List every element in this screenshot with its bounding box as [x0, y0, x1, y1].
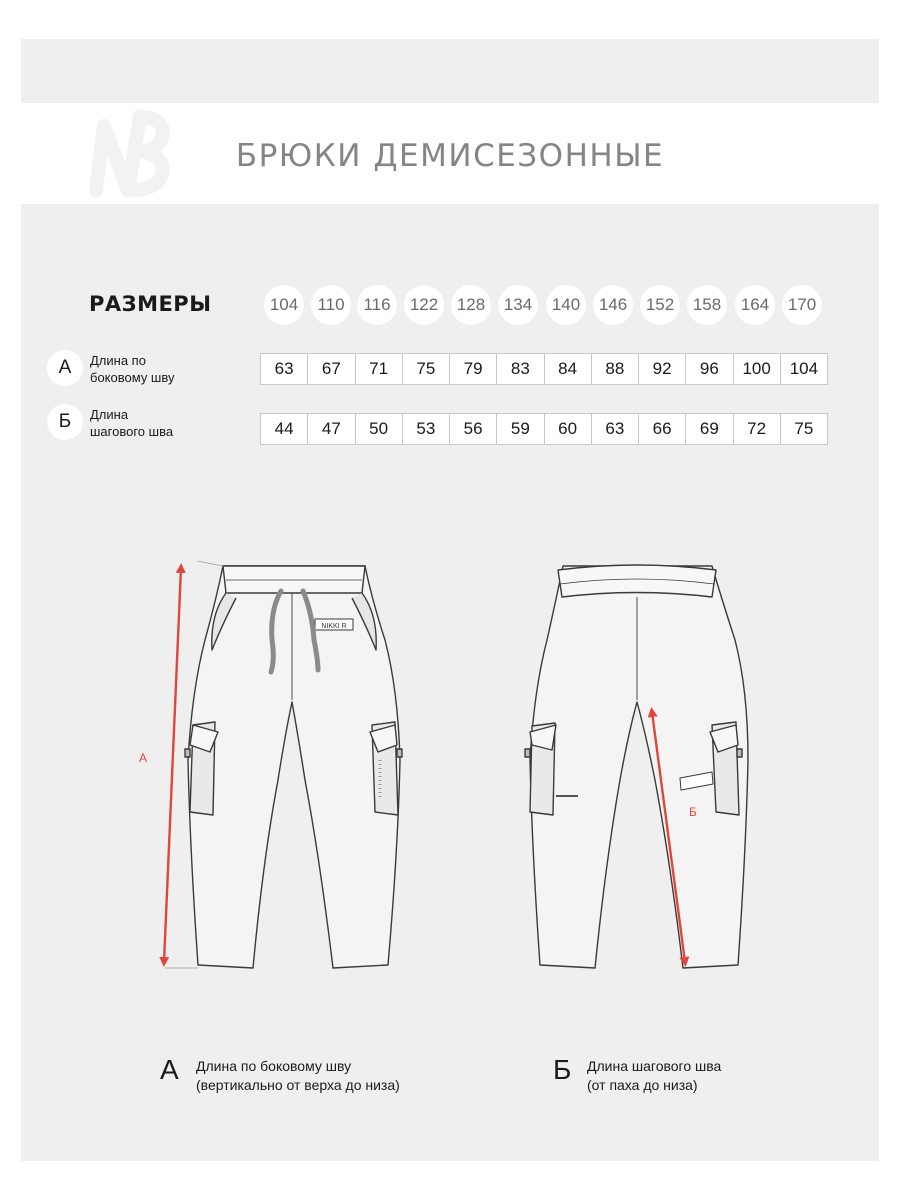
table-cell: 88	[591, 354, 638, 384]
size-circle: 158	[687, 285, 727, 325]
table-cell: 75	[402, 354, 449, 384]
table-cell: 69	[685, 414, 732, 444]
size-circle: 140	[546, 285, 586, 325]
measurement-label-b: Б	[689, 805, 697, 819]
size-circle: 122	[404, 285, 444, 325]
table-cell: 44	[274, 419, 294, 438]
table-cell: 59	[496, 414, 543, 444]
size-circle: 170	[782, 285, 822, 325]
table-cell: 84	[544, 354, 591, 384]
size-circle: 128	[451, 285, 491, 325]
legend-a-line2: (вертикально от верха до низа)	[196, 1077, 400, 1093]
table-cell: 67	[307, 354, 354, 384]
legend-b-line2: (от паха до низа)	[587, 1077, 698, 1093]
row-a-label-line1: Длина по	[90, 353, 146, 368]
table-cell: 79	[449, 354, 496, 384]
size-circle: 134	[498, 285, 538, 325]
size-circle: 152	[640, 285, 680, 325]
legend-b-letter: Б	[553, 1054, 572, 1085]
table-cell: 66	[638, 414, 685, 444]
table-cell: 92	[638, 354, 685, 384]
table-cell: 50	[355, 414, 402, 444]
table-cell: 53	[402, 414, 449, 444]
row-a-label-line2: боковому шву	[90, 370, 175, 385]
legend-a-text	[196, 1057, 400, 1095]
table-cell: 75	[780, 414, 827, 444]
size-circle: 116	[357, 285, 397, 325]
sizes-label: РАЗМЕРЫ	[89, 292, 212, 316]
table-cell: 60	[544, 414, 591, 444]
size-circle: 110	[311, 285, 351, 325]
table-cell: 83	[496, 354, 543, 384]
table-cell: 63	[274, 359, 294, 378]
table-cell: 71	[355, 354, 402, 384]
row-b-badge: Б	[47, 404, 83, 440]
row-b-label-line2: шагового шва	[90, 424, 174, 439]
pants-back-view	[525, 565, 748, 968]
legend-a-letter: А	[160, 1054, 179, 1085]
table-cell: 47	[307, 414, 354, 444]
size-circle: 164	[735, 285, 775, 325]
measurement-label-a: А	[139, 751, 148, 765]
table-cell: 104	[780, 354, 827, 384]
table-cell: 100	[733, 354, 780, 384]
table-cell: 56	[449, 414, 496, 444]
front-waistband	[223, 566, 365, 593]
table-cell: 96	[685, 354, 732, 384]
back-waistband	[558, 565, 716, 597]
size-circle: 146	[593, 285, 633, 325]
size-circle: 104	[264, 285, 304, 325]
legend-a-line1: Длина по боковому шву	[196, 1058, 352, 1074]
table-cell: 72	[733, 414, 780, 444]
page-title: БРЮКИ ДЕМИСЕЗОННЫЕ	[235, 138, 665, 174]
row-a-badge: А	[47, 350, 83, 386]
table-cell: 63	[591, 414, 638, 444]
pants-front-view	[185, 566, 402, 968]
row-b-label-line1: Длина	[90, 407, 129, 422]
legend-b-text	[587, 1057, 721, 1095]
front-tag-text: NIKKI R	[321, 623, 347, 630]
legend-b-line1: Длина шагового шва	[587, 1058, 722, 1074]
